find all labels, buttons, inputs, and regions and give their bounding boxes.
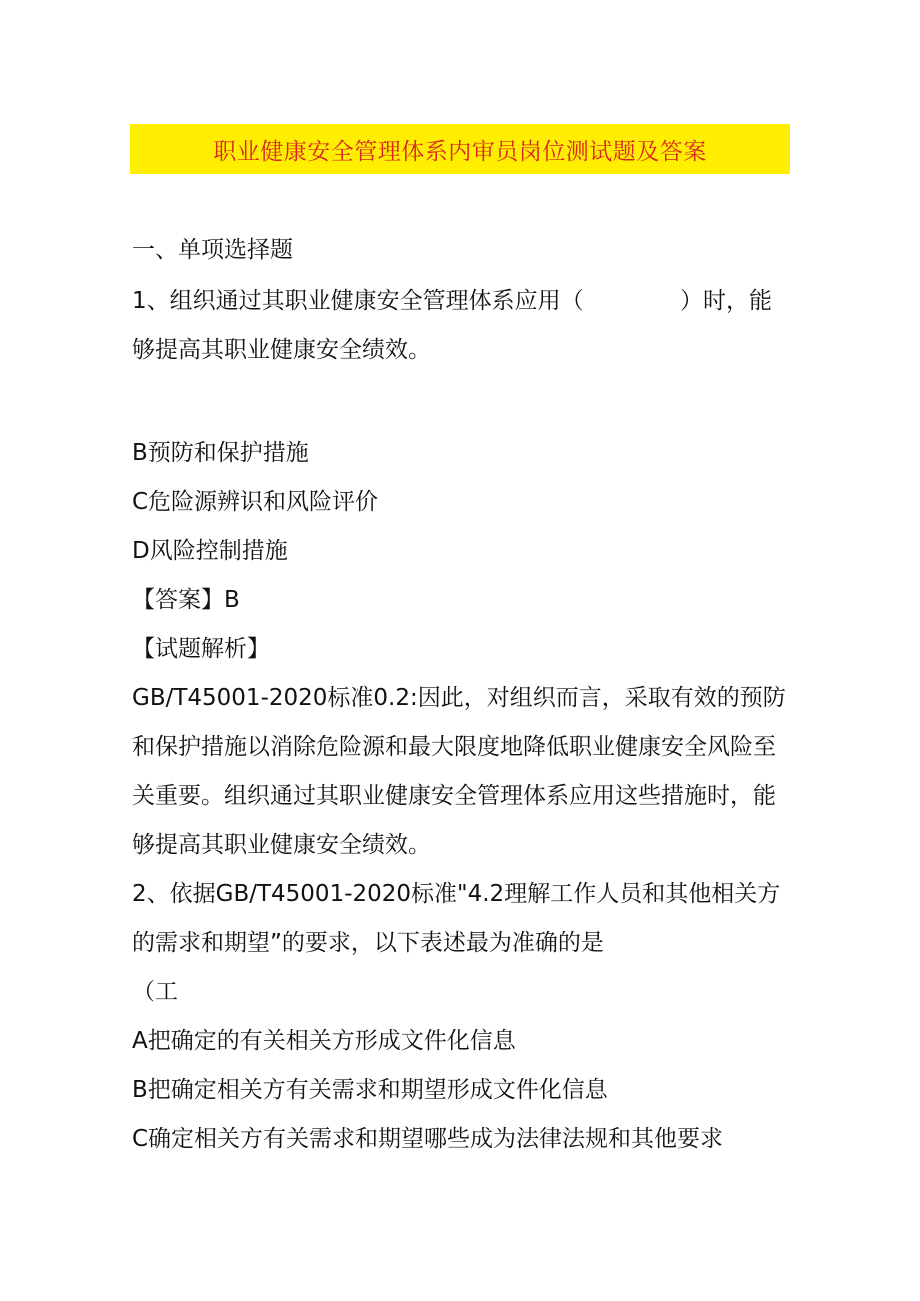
question-2-stem-line: （工 — [132, 979, 178, 1005]
question-2-stem-line: 的需求和期望”的要求，以下表述最为准确的是 — [132, 930, 604, 956]
question-1-stem-left: 1、组织通过其职业健康安全管理体系应用（ — [132, 288, 584, 314]
question-2-option-b: B把确定相关方有关需求和期望形成文件化信息 — [132, 1077, 608, 1103]
question-1-analysis-label: 【试题解析】 — [132, 636, 270, 662]
document-title: 职业健康安全管理体系内审员岗位测试题及答案 — [213, 138, 707, 165]
question-1-analysis-line: GB/T45001-2020标准0.2:因此，对组织而言，采取有效的预防 — [132, 685, 786, 711]
question-2-stem-line: 2、依据GB/T45001-2020标准"4.2理解工作人员和其他相关方 — [132, 881, 781, 907]
question-2-option-a: A把确定的有关相关方形成文件化信息 — [132, 1028, 516, 1054]
question-1-stem-line-2: 够提高其职业健康安全绩效。 — [132, 337, 431, 363]
question-1-analysis-line: 关重要。组织通过其职业健康安全管理体系应用这些措施时，能 — [132, 783, 776, 809]
question-1-stem-line-1 — [132, 277, 772, 326]
question-1-analysis-line: 够提高其职业健康安全绩效。 — [132, 832, 431, 858]
title-banner — [130, 124, 790, 174]
question-1-option-b: B预防和保护措施 — [132, 440, 309, 466]
document-content — [132, 226, 786, 1164]
section-heading: 一、单项选择题 — [132, 237, 293, 263]
question-1-answer: 【答案】B — [132, 587, 240, 613]
question-1-analysis-line: 和保护措施以消除危险源和最大限度地降低职业健康安全风险至 — [132, 734, 776, 760]
spacer — [132, 375, 772, 429]
question-1-option-c: C危险源辨识和风险评价 — [132, 489, 379, 515]
question-2-option-c: C确定相关方有关需求和期望哪些成为法律法规和其他要求 — [132, 1126, 724, 1152]
question-1-stem-right: ）时，能 — [680, 288, 772, 314]
question-1-option-d: D风险控制措施 — [132, 538, 288, 564]
